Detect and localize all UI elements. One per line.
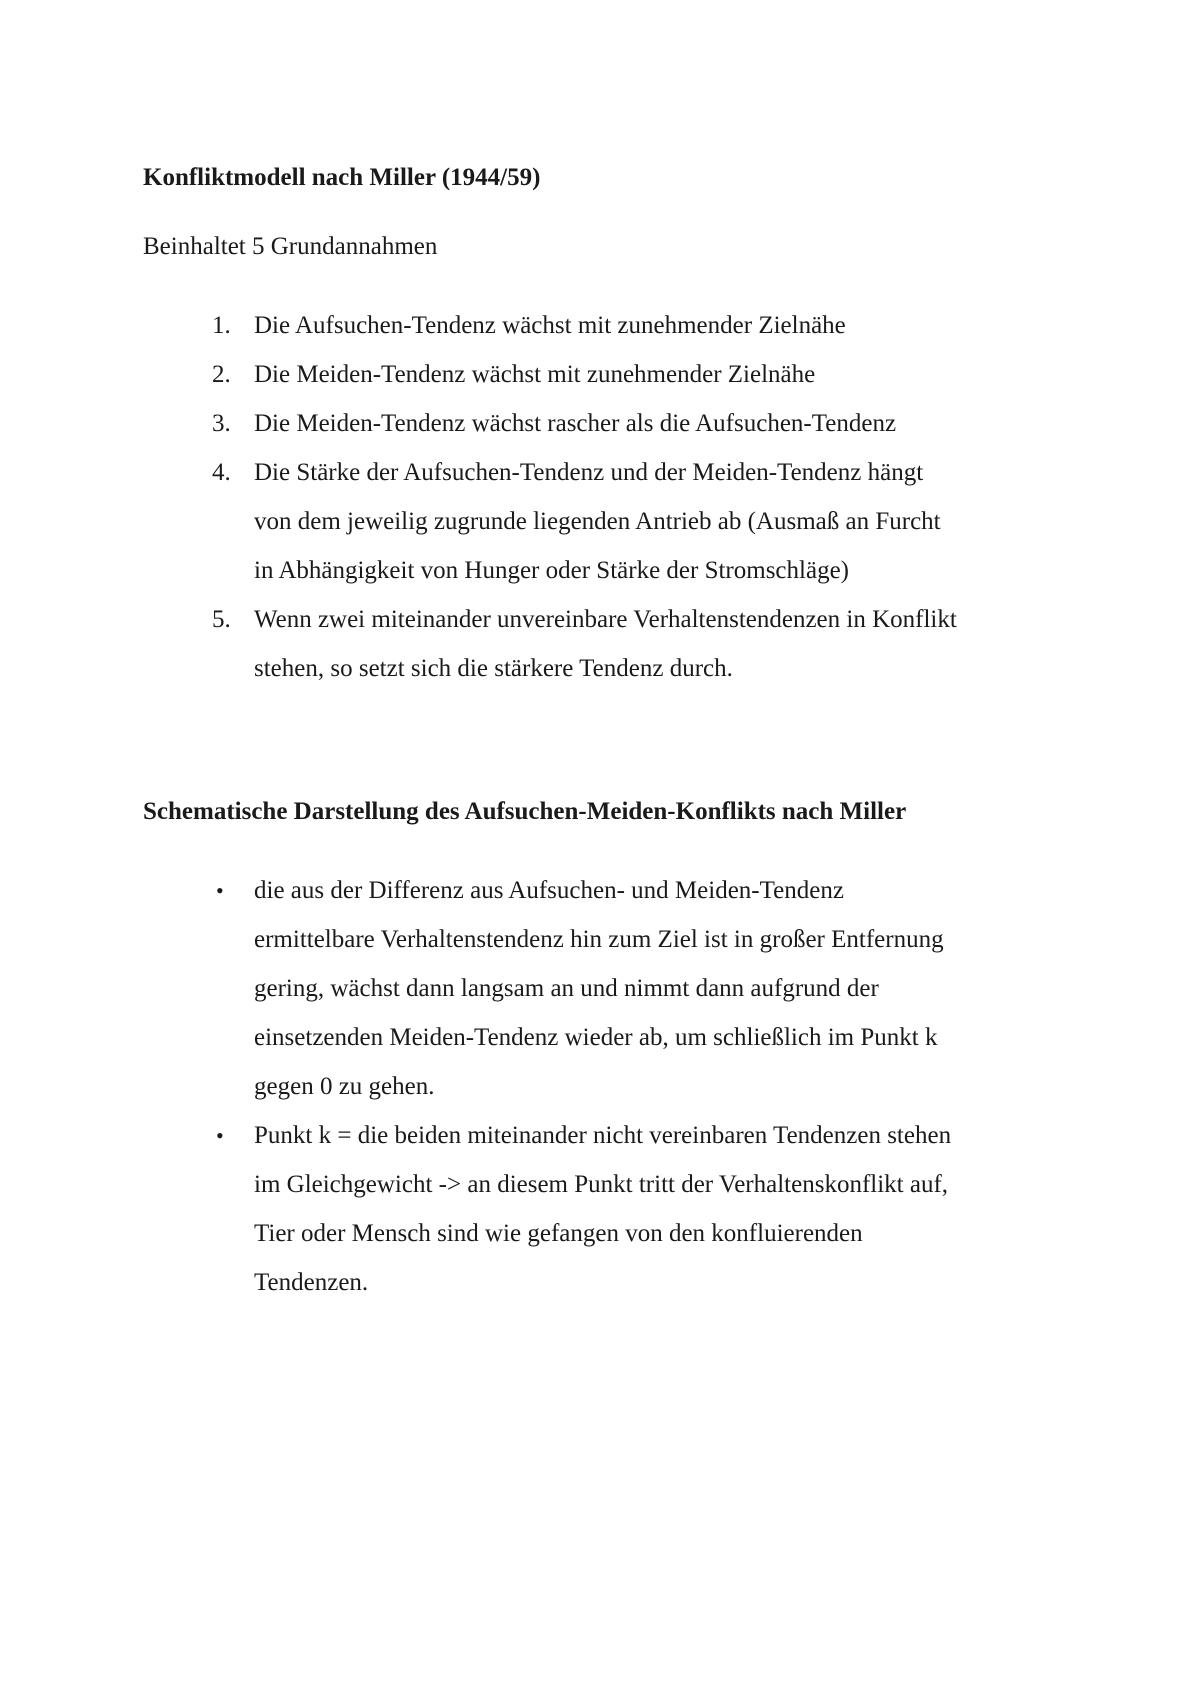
- list-item-text: [254, 1111, 1084, 1307]
- list-item-text: [254, 399, 1084, 448]
- text-line: stehen, so setzt sich die stärkere Tendenz durch.: [254, 655, 733, 682]
- text-line: von dem jeweilig zugrunde liegenden Antrieb ab (Ausmaß an Furcht: [254, 508, 941, 535]
- list-number: 5.: [212, 606, 231, 633]
- list-item-text: [254, 448, 1084, 595]
- heading-konfliktmodell: Konfliktmodell nach Miller (1944/59): [143, 164, 541, 191]
- list-number: 2.: [212, 361, 231, 388]
- text-line: ermittelbare Verhaltenstendenz hin zum Ziel ist in großer Entfernung: [254, 926, 944, 953]
- text-line: gering, wächst dann langsam an und nimmt dann aufgrund der: [254, 975, 879, 1002]
- list-item-text: [254, 301, 1084, 350]
- list-item-text: [254, 350, 1084, 399]
- list-item: [0, 448, 1200, 595]
- text-line: Die Aufsuchen-Tendenz wächst mit zunehmender Zielnähe: [254, 312, 846, 339]
- heading-schematische-darstellung: Schematische Darstellung des Aufsuchen-Meiden-Konflikts nach Miller: [143, 798, 907, 825]
- text-line: Tier oder Mensch sind wie gefangen von den konfluierenden: [254, 1220, 863, 1247]
- list-item: [0, 350, 1200, 399]
- list-item: [0, 399, 1200, 448]
- bullet-marker: •: [216, 878, 224, 903]
- list-number: 1.: [212, 312, 231, 339]
- list-item: [0, 595, 1200, 693]
- text-line: in Abhängigkeit von Hunger oder Stärke der Stromschläge): [254, 557, 849, 584]
- bullet-list: [0, 866, 1200, 1307]
- text-line: Tendenzen.: [254, 1269, 369, 1296]
- list-number: 4.: [212, 459, 231, 486]
- list-item: [0, 301, 1200, 350]
- list-item-text: [254, 866, 1084, 1111]
- text-line: einsetzenden Meiden-Tendenz wieder ab, um schließlich im Punkt k: [254, 1024, 938, 1051]
- text-line: im Gleichgewicht -> an diesem Punkt tritt der Verhaltenskonflikt auf,: [254, 1171, 949, 1198]
- list-item: [0, 866, 1200, 1111]
- text-line: Wenn zwei miteinander unvereinbare Verhaltenstendenzen in Konflikt: [254, 606, 957, 633]
- text-line: gegen 0 zu gehen.: [254, 1073, 435, 1100]
- text-line: Die Stärke der Aufsuchen-Tendenz und der Meiden-Tendenz hängt: [254, 459, 924, 486]
- text-line: die aus der Differenz aus Aufsuchen- und Meiden-Tendenz: [254, 877, 844, 904]
- intro-text: Beinhaltet 5 Grundannahmen: [143, 233, 438, 260]
- list-item: [0, 1111, 1200, 1307]
- numbered-list: [0, 301, 1200, 693]
- text-line: Die Meiden-Tendenz wächst rascher als die Aufsuchen-Tendenz: [254, 410, 897, 437]
- list-item-text: [254, 595, 1084, 693]
- list-number: 3.: [212, 410, 231, 437]
- bullet-marker: •: [216, 1123, 224, 1148]
- text-line: Punkt k = die beiden miteinander nicht vereinbaren Tendenzen stehen: [254, 1122, 952, 1149]
- text-line: Die Meiden-Tendenz wächst mit zunehmender Zielnähe: [254, 361, 816, 388]
